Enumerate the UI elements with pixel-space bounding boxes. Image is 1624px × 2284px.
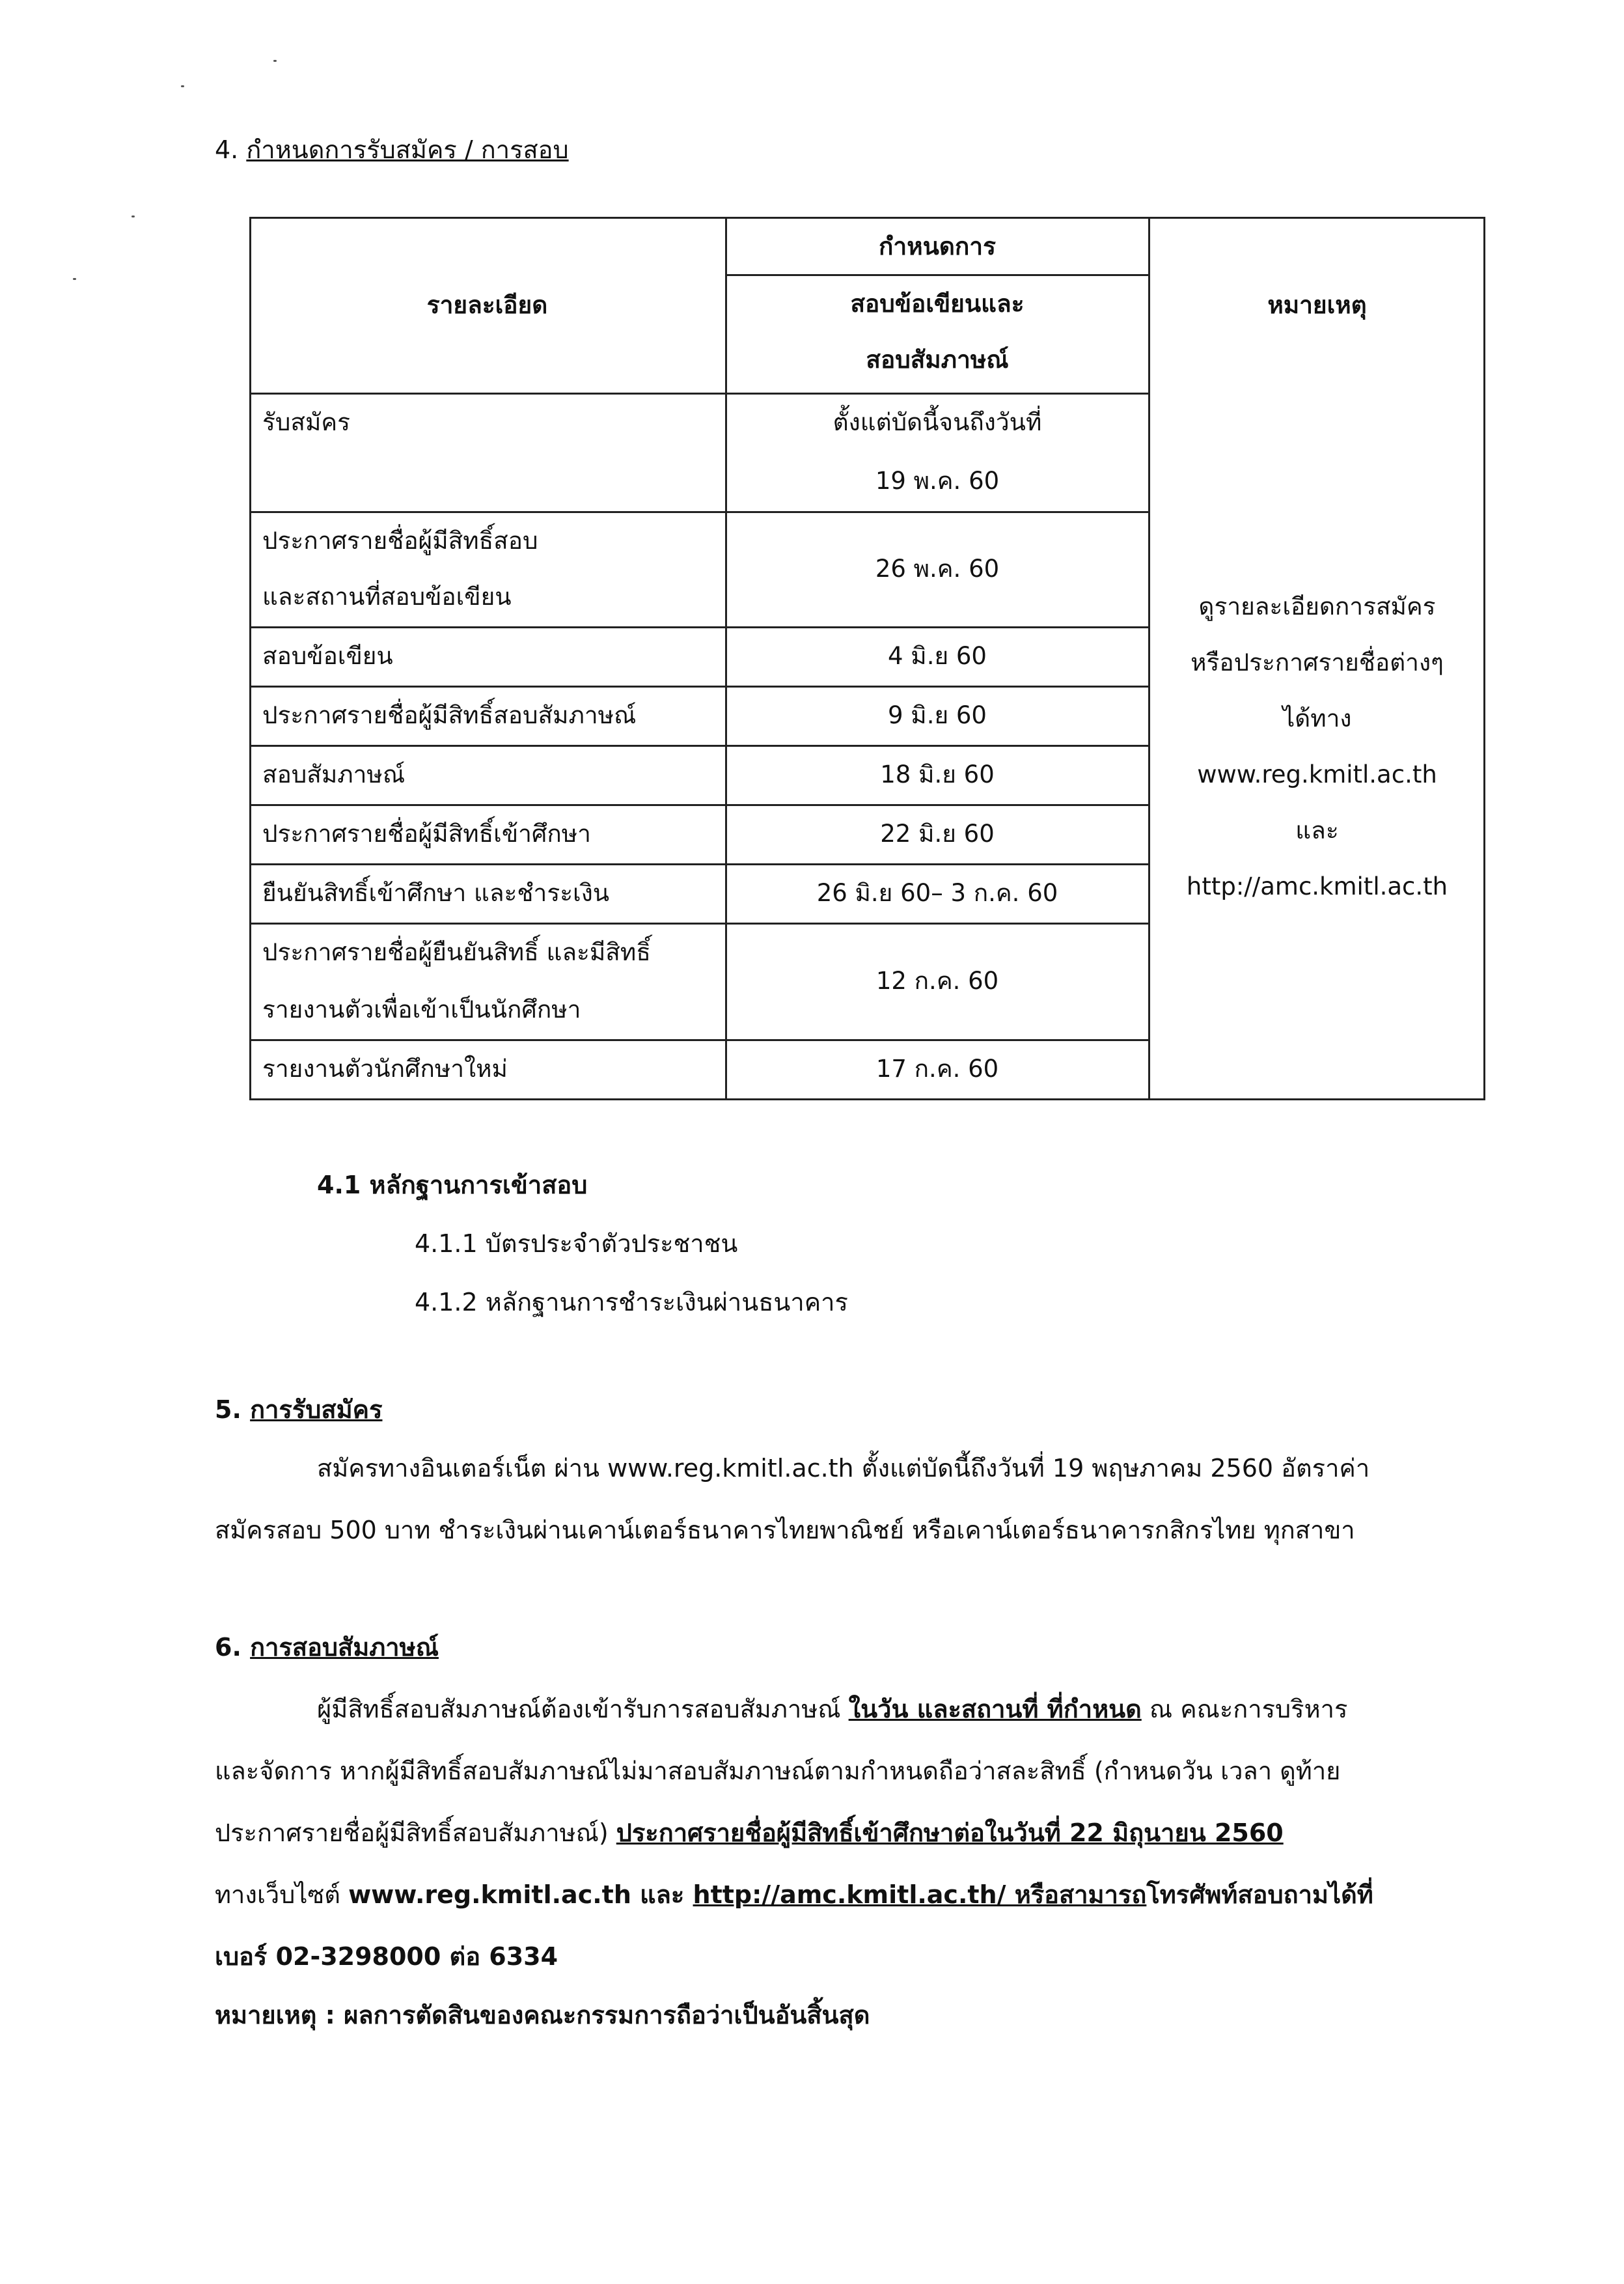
sub-4-1-1: 4.1.1 บัตรประจำตัวประชาชน [415, 1229, 738, 1258]
sub-4-1-2: 4.1.2 หลักฐานการชำระเงินผ่านธนาคาร [415, 1288, 848, 1316]
row-detail: รายงานตัวเพื่อเข้าเป็นนักศึกษา [262, 996, 581, 1024]
remark-link-reg: www.reg.kmitl.ac.th [1197, 760, 1437, 788]
header-schedule-line1: สอบข้อเขียนและ [850, 290, 1025, 318]
section-6-line1 [317, 1690, 1347, 1729]
row-detail: ยืนยันสิทธิ์เข้าศึกษา และชำระเงิน [262, 879, 610, 907]
row-detail: รับสมัคร [262, 408, 350, 436]
schedule-table [249, 217, 1485, 1100]
section-4-number: 4. [215, 135, 239, 164]
header-remark: หมายเหตุ [1267, 291, 1367, 319]
remark-line: ได้ทาง [1282, 704, 1352, 732]
row-date: 22 มิ.ย 60 [880, 820, 995, 848]
section-6-emphasis: ในวัน และสถานที่ ที่กำหนด [848, 1695, 1142, 1723]
table-border-left [249, 217, 251, 1100]
section-6-reg-link: www.reg.kmitl.ac.th และ [348, 1880, 693, 1909]
row-date: 19 พ.ค. 60 [875, 467, 1000, 495]
row-detail: สอบข้อเขียน [262, 642, 393, 670]
section-5-line2: สมัครสอบ 500 บาท ชำระเงินผ่านเคาน์เตอร์ธนาคารไทยพาณิชย์ หรือเคาน์เตอร์ธนาคารกสิกรไทย ทุกสาขา [215, 1516, 1355, 1544]
section-6-title: การสอบสัมภาษณ์ [250, 1633, 439, 1662]
final-remark: หมายเหตุ : ผลการตัดสินของคณะกรรมการถือว่าเป็นอันสิ้นสุด [215, 2001, 870, 2029]
section-5-title: การรับสมัคร [250, 1395, 383, 1424]
remark-cell [1149, 393, 1485, 1100]
row-date: 12 ก.ค. 60 [875, 967, 999, 995]
scan-speck [273, 60, 277, 62]
scan-speck [73, 278, 76, 280]
section-6-amc-link: http://amc.kmitl.ac.th/ หรือสามารถ [693, 1880, 1147, 1909]
section-6-text: ผู้มีสิทธิ์สอบสัมภาษณ์ต้องเข้ารับการสอบสัมภาษณ์ [317, 1695, 849, 1723]
section-6-line2: และจัดการ หากผู้มีสิทธิ์สอบสัมภาษณ์ไม่มาสอบสัมภาษณ์ตามกำหนดถือว่าสละสิทธิ์ (กำหนดวัน เวลา ดูท้าย [215, 1757, 1341, 1785]
row-detail: และสถานที่สอบข้อเขียน [262, 583, 512, 611]
section-4-title: กำหนดการรับสมัคร / การสอบ [246, 135, 569, 164]
section-6-heading [215, 1628, 439, 1667]
header-schedule-top: กำหนดการ [879, 232, 996, 260]
row-date: 26 พ.ค. 60 [875, 555, 1000, 583]
section-6-text: ณ คณะการบริหาร [1141, 1695, 1348, 1723]
row-date: 17 ก.ค. 60 [875, 1055, 999, 1083]
section-5-line1: สมัครทางอินเตอร์เน็ต ผ่าน www.reg.kmitl.ac.th ตั้งแต่บัดนี้ถึงวันที่ 19 พฤษภาคม 2560 อัตราค่า [317, 1454, 1370, 1483]
row-detail: สอบสัมภาษณ์ [262, 760, 406, 788]
row-date: 18 มิ.ย 60 [880, 760, 995, 788]
row-date: ตั้งแต่บัดนี้จนถึงวันที่ [833, 408, 1042, 436]
row-detail: ประกาศรายชื่อผู้ยืนยันสิทธิ์ และมีสิทธิ์ [262, 938, 651, 966]
row-detail: ประกาศรายชื่อผู้มีสิทธิ์สอบสัมภาษณ์ [262, 701, 637, 729]
sub-4-1-title: 4.1 หลักฐานการเข้าสอบ [317, 1171, 588, 1199]
row-date: 9 มิ.ย 60 [888, 701, 987, 729]
row-date: 4 มิ.ย 60 [888, 642, 987, 670]
scan-speck [131, 216, 135, 217]
remark-link-amc: http://amc.kmitl.ac.th [1186, 872, 1448, 900]
section-6-phone-text: โทรศัพท์สอบถามได้ที่ [1146, 1880, 1373, 1909]
section-5-number: 5. [215, 1395, 241, 1424]
row-detail: ประกาศรายชื่อผู้มีสิทธิ์เข้าศึกษา [262, 820, 591, 848]
section-6-number: 6. [215, 1633, 241, 1662]
remark-line: หรือประกาศรายชื่อต่างๆ [1190, 648, 1444, 676]
section-6-text: ประกาศรายชื่อผู้มีสิทธิ์สอบสัมภาษณ์) [215, 1818, 616, 1847]
remark-line: และ [1295, 816, 1339, 844]
section-4-heading [215, 133, 569, 166]
section-6-line4 [215, 1875, 1373, 1914]
header-detail: รายละเอียด [426, 291, 548, 319]
row-date: 26 มิ.ย 60– 3 ก.ค. 60 [816, 879, 1058, 907]
section-5-heading [215, 1390, 382, 1429]
header-schedule-line2: สอบสัมภาษณ์ [866, 346, 1009, 374]
section-6-line3 [215, 1813, 1284, 1852]
row-detail: ประกาศรายชื่อผู้มีสิทธิ์สอบ [262, 527, 538, 555]
scan-speck [181, 85, 184, 87]
section-6-announcement-date: ประกาศรายชื่อผู้มีสิทธิ์เข้าศึกษาต่อในวันที่ 22 มิถุนายน 2560 [616, 1818, 1284, 1847]
section-6-text: ทางเว็บไซต์ [215, 1880, 349, 1909]
row-detail: รายงานตัวนักศึกษาใหม่ [262, 1055, 508, 1083]
remark-line: ดูรายละเอียดการสมัคร [1198, 592, 1436, 620]
section-6-phone: เบอร์ 02-3298000 ต่อ 6334 [215, 1942, 558, 1971]
